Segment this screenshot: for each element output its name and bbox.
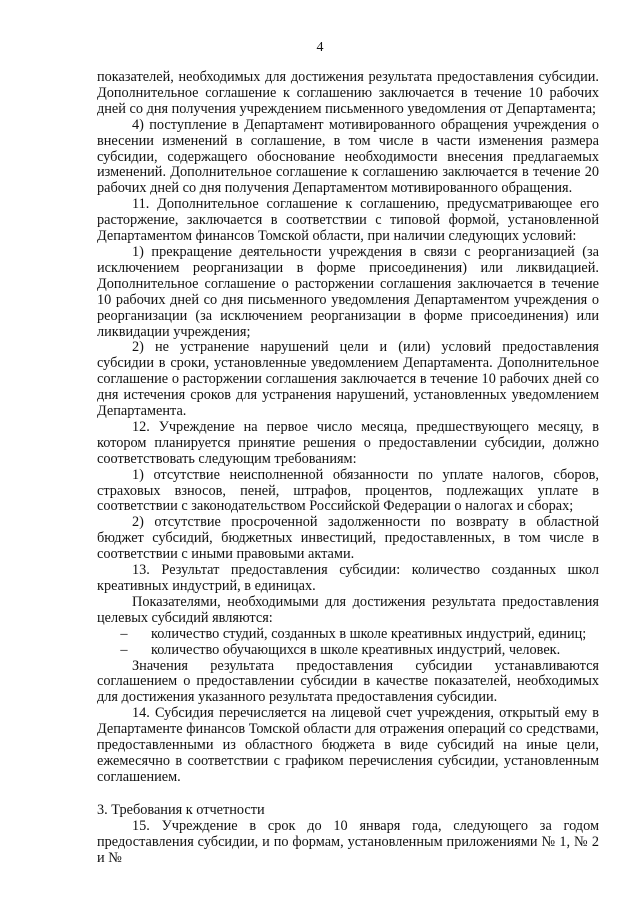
paragraph: 4) поступление в Департамент мотивированного обращения учреждения о внесении изменений в соглашение, в том числе в части изменения размера субсидии, содержащего обоснование необходимости внесения предлагаемых изменений. Дополнительное соглашение к соглашению заключается в течение 20 рабочих дней со дня получения Департаментом мотивированного обращения. (97, 116, 599, 197)
list-item (97, 627, 599, 643)
paragraph: 1) отсутствие неисполненной обязанности по уплате налогов, сборов, страховых взносов, пеней, штрафов, процентов, подлежащих уплате в соответствии с законодательством Российской Федерации о налогах и сборах; (97, 466, 599, 515)
dash-bullet: – (120, 625, 128, 642)
paragraph: 15. Учреждение в срок до 10 января года, следующего за годом предоставления субсидии, и по формам, установленным приложениями № 1, № 2 и № (97, 817, 599, 866)
paragraph: 2) отсутствие просроченной задолженности по возврату в областной бюджет субсидий, бюджетных инвестиций, предоставленных, в том числе в соответствии с иными правовыми актами. (97, 514, 599, 563)
section-heading: 3. Требования к отчетности (97, 801, 265, 818)
page-number: 4 (316, 40, 324, 55)
paragraph: Значения результата предоставления субсидии устанавливаются соглашением о предоставлении субсидии в качестве показателей, необходимых для достижения указанного результата предоставления субсидии. (97, 657, 599, 706)
paragraph: 1) прекращение деятельности учреждения в связи с реорганизацией (за исключением реорганизации в форме присоединения) или ликвидацией. Дополнительное соглашение о расторжении соглашения заключается в течение 10 рабочих дней со дня письменного уведомления Департаментом учреждения о реорганизации (за исключением реорганизации в форме присоединения) или ликвидации учреждения; (97, 243, 599, 340)
paragraph-continuation: показателей, необходимых для достижения результата предоставления субсидии. Дополнительное соглашение к соглашению заключается в течение 10 рабочих дней со дня получения учреждением письменного уведомления от Департамента; (97, 69, 599, 117)
list-item-text: количество обучающихся в школе креативных индустрий, человек. (151, 641, 561, 658)
paragraph: 14. Субсидия перечисляется на лицевой счет учреждения, открытый ему в Департаменте финансов Томской области для отражения операций со средствами, предоставленными из областного бюджета в виде субсидий на иные цели, ежемесячно в соответствии с графиком перечисления субсидии, установленным соглашением. (97, 705, 599, 785)
paragraph: 12. Учреждение на первое число месяца, предшествующего месяцу, в котором планируется принятие решения о предоставлении субсидии, должно соответствовать следующим требованиям: (97, 418, 599, 467)
paragraph: 13. Результат предоставления субсидии: количество созданных школ креативных индустрий, в единицах. (97, 562, 599, 594)
document-body (97, 70, 599, 866)
paragraph: Показателями, необходимыми для достижения результата предоставления целевых субсидий являются: (97, 593, 599, 626)
list-item-text: количество студий, созданных в школе креативных индустрий, единиц; (151, 625, 587, 642)
paragraph: 2) не устранение нарушений цели и (или) условий предоставления субсидии в сроки, установленные уведомлением Департамента. Дополнительное соглашение о расторжении соглашения заключается в течение 10 рабочих дней со дня истечения сроков для устранения нарушений, установленных уведомлением Департамента. (97, 339, 599, 420)
list-item (97, 643, 599, 659)
dash-bullet: – (120, 641, 128, 658)
paragraph: 11. Дополнительное соглашение к соглашению, предусматривающее его расторжение, заключается в соответствии с типовой формой, установленной Департаментом финансов Томской области, при наличии следующих условий: (97, 196, 599, 245)
